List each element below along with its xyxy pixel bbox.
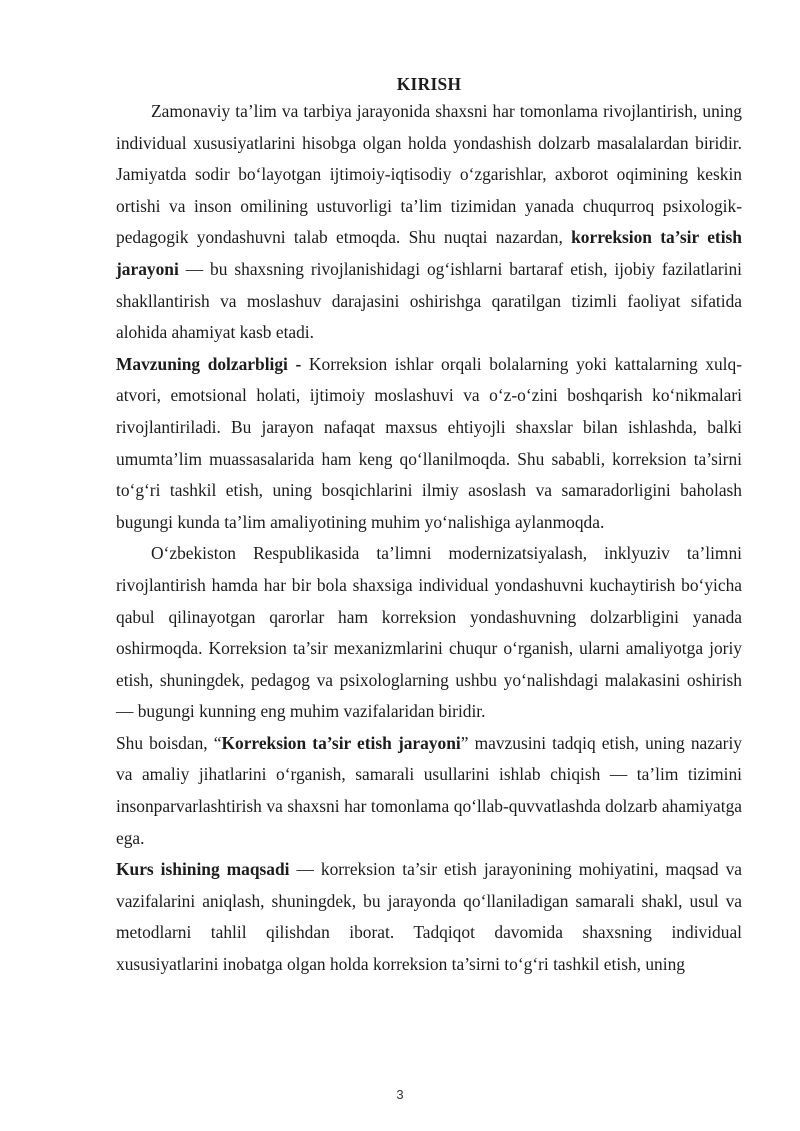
topic-text-end: ” mavzusini tadqiq etish, uning nazariy va amaliy jihatlarini o‘rganish, samarali usullarini ishlab chiqish — ta’lim tizimini insonparvarlashtirish va shaxsni har tomonlama qo‘llab-quvvatlashda dolzarb ahamiyatga ega.: [116, 732, 742, 848]
relevance-text: Korreksion ishlar orqali bolalarning yoki kattalarning xulq-atvori, emotsional holati, ijtimoiy moslashuvi va o‘z-o‘zini boshqarish ko‘nikmalari rivojlantiriladi. Bu jarayon nafaqat maxsus ehtiyojli shaxslar bilan ishlashda, balki umumta’lim muassasalarida ham keng qo‘llanilmoqda. Shu sababli, korreksion ta’sirni to‘g‘ri tashkil etish, uning bosqichlarini ilmiy asoslash va samaradorligini baholash bugungi kunda ta’lim amaliyotining muhim yo‘nalishiga aylanmoqda.: [116, 353, 743, 532]
relevance-heading: Mavzuning dolzarbligi -: [116, 353, 302, 374]
intro-bold-term: korreksion ta’sir etish jarayoni: [116, 227, 742, 279]
document-page: [116, 72, 742, 981]
topic-text-start: Shu boisdan, “: [116, 732, 222, 753]
topic-paragraph: [116, 728, 742, 854]
goal-heading: Kurs ishining maqsadi: [116, 859, 290, 880]
uzbekistan-paragraph: O‘zbekiston Respublikasida ta’limni modernizatsiyalash, inklyuziv ta’limni rivojlantirish hamda har bir bola shaxsiga individual yondashuvni kuchaytirish bo‘yicha qabul qilinayotgan qarorlar ham korreksion yondashuvning dolzarbligini yanada oshirmoqda. Korreksion ta’sir mexanizmlarini chuqur o‘rganish, ularni amaliyotga joriy etish, shuningdek, pedagog va psixologlarning ushbu yo‘nalishdagi malakasini oshirish — bugungi kunning eng muhim vazifalaridan biridir.: [116, 543, 742, 722]
intro-paragraph: [116, 96, 742, 349]
goal-paragraph: [116, 854, 742, 980]
intro-text-start: Zamonaviy ta’lim va tarbiya jarayonida shaxsni har tomonlama rivojlantirish, uning individual xususiyatlarini hisobga olgan holda yondashish dolzarb masalalardan biridir. Jamiyatda sodir bo‘layotgan ijtimoiy-iqtisodiy o‘zgarishlar, axborot oqimining keskin ortishi va inson omilining ustuvorligi ta’lim tizimidan yanada chuqurroq psixologik-pedagogik yondashuvni talab etmoqda. Shu nuqtai nazardan,: [116, 101, 742, 248]
relevance-paragraph: [116, 349, 742, 539]
intro-text-end: — bu shaxsning rivojlanishidagi og‘ishlarni bartaraf etish, ijobiy fazilatlarini shakllantirish va moslashuv darajasini oshirishga qaratilgan tizimli faoliyat sifatida alohida ahamiyat kasb etadi.: [116, 258, 742, 343]
goal-text: — korreksion ta’sir etish jarayonining mohiyatini, maqsad va vazifalarini aniqlash, shuningdek, bu jarayonda qo‘llaniladigan samarali shakl, usul va metodlarni tahlil qilishdan iborat. Tadqiqot davomida shaxsning individual xususiyatlarini inobatga olgan holda korreksion ta’sirni to‘g‘ri tashkil etish, uning: [116, 859, 742, 975]
topic-bold-term: Korreksion ta’sir etish jarayoni: [221, 732, 461, 753]
page-number: 3: [396, 1087, 404, 1102]
page-title: KIRISH: [396, 74, 462, 94]
